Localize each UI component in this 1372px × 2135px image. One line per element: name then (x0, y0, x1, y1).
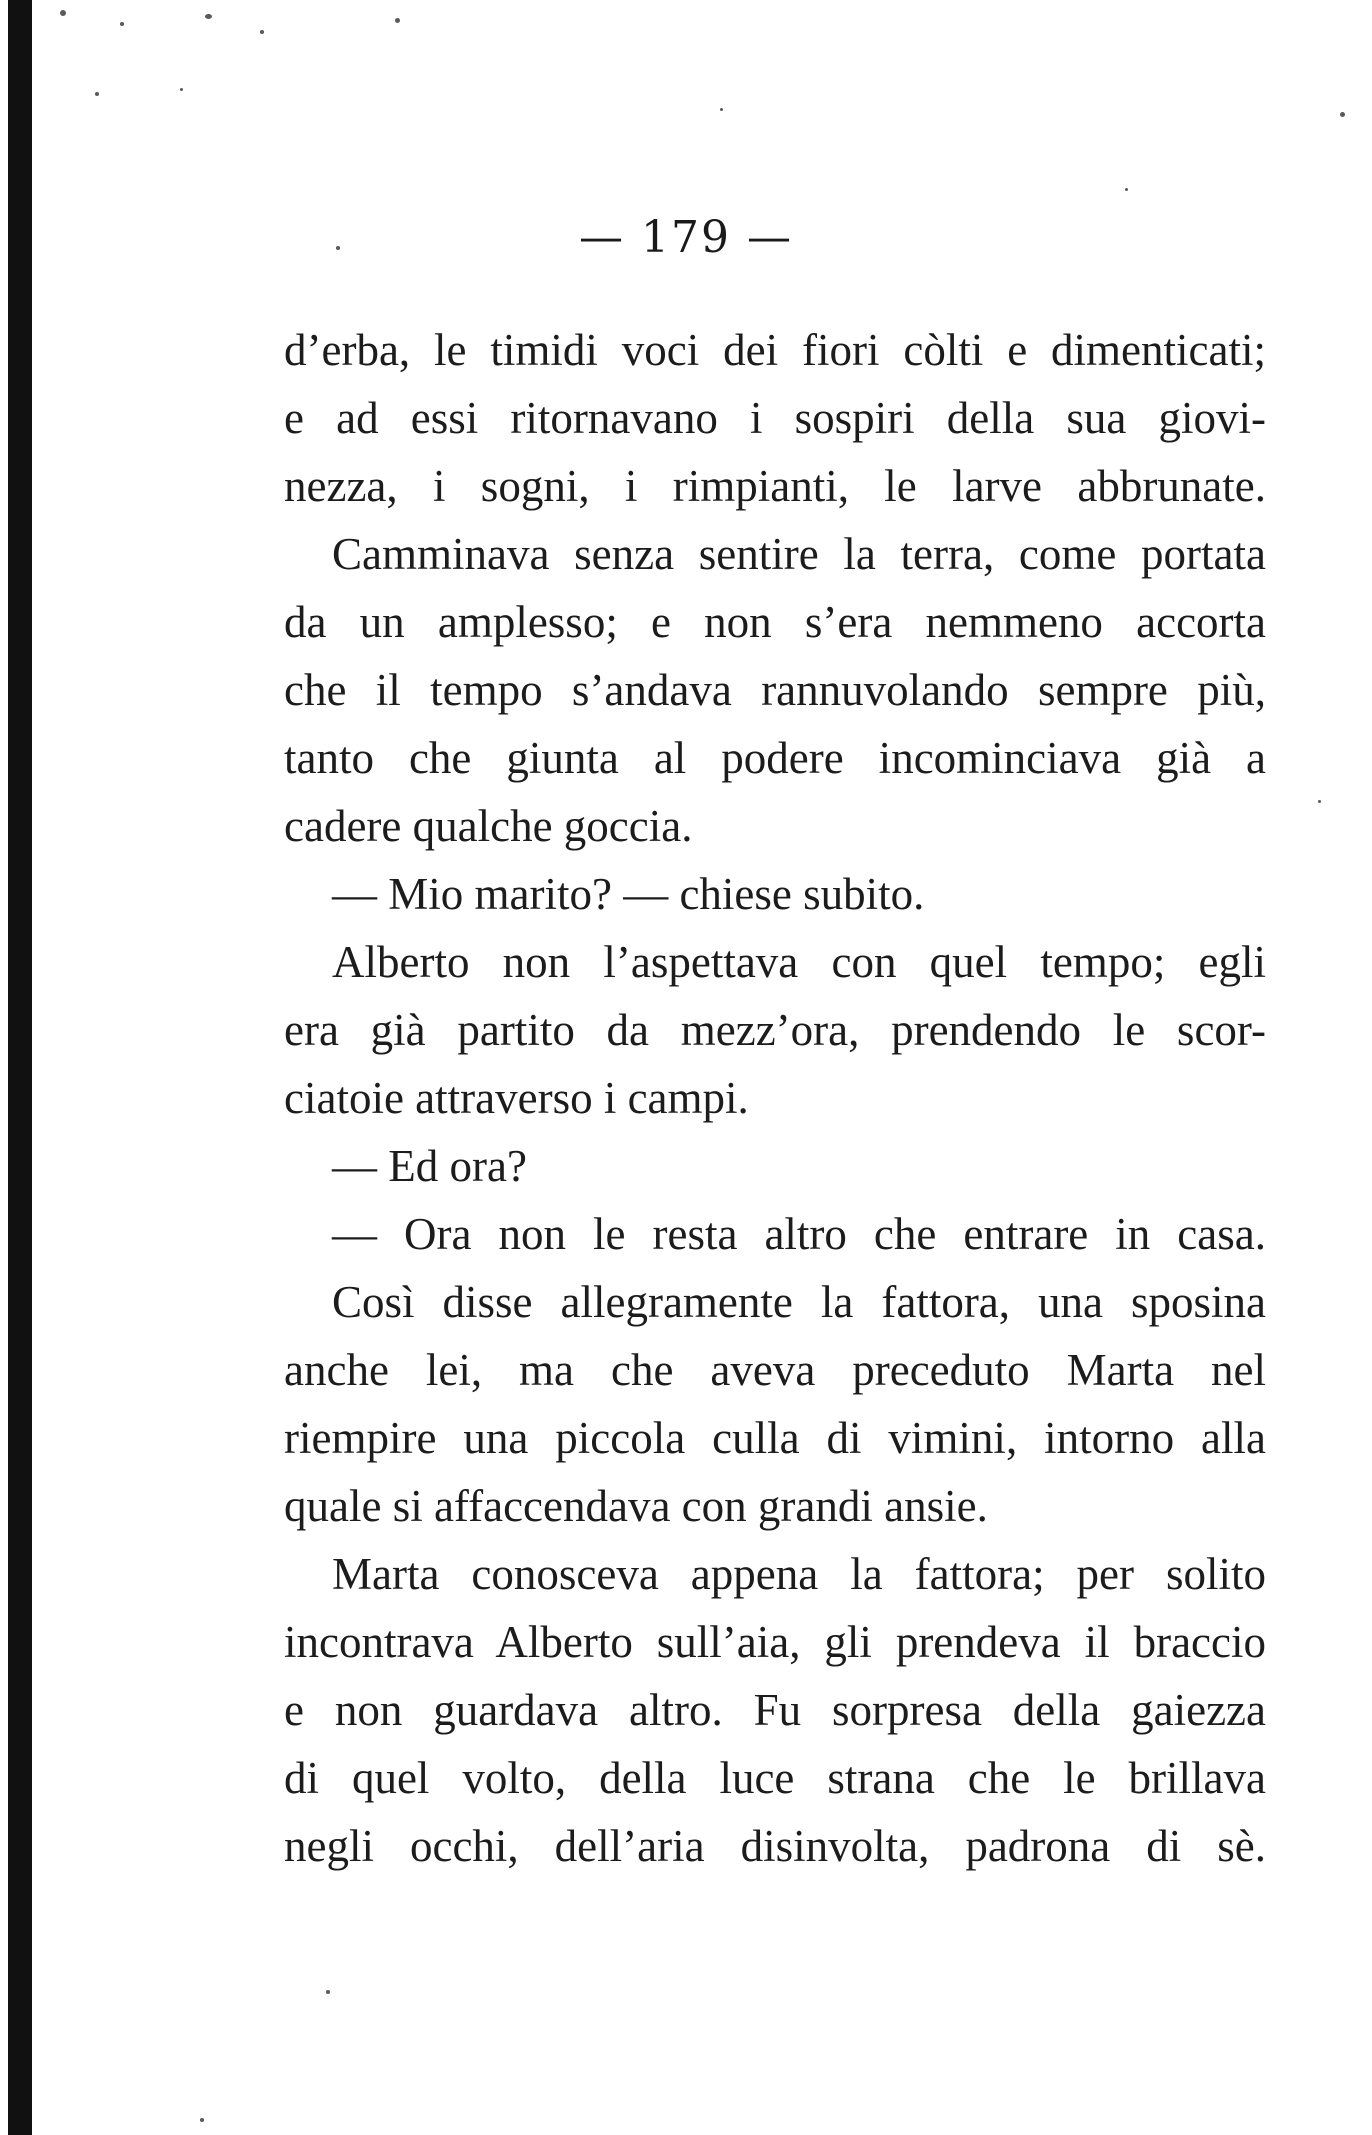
page-number: — 179 — (579, 212, 793, 263)
text-line: quale si affaccendava con grandi ansie. (284, 1481, 988, 1531)
text-line: d’erba, le timidi voci dei fiori còlti e dimenticati; (284, 325, 1266, 375)
text-line: — Ora non le resta altro che entrare in casa. (332, 1209, 1266, 1259)
text-line: anche lei, ma che aveva preceduto Marta nel (284, 1345, 1266, 1395)
text-line: di quel volto, della luce strana che le brillava (284, 1753, 1266, 1803)
text-line: — Ed ora? (332, 1141, 527, 1191)
scan-speck (260, 30, 264, 34)
text-line: nezza, i sogni, i rimpianti, le larve abbrunate. (284, 461, 1266, 511)
text-line: ciatoie attraverso i campi. (284, 1073, 749, 1123)
scan-speck (720, 108, 723, 111)
text-line: Marta conosceva appena la fattora; per solito (332, 1549, 1266, 1599)
text-line: e non guardava altro. Fu sorpresa della gaiezza (284, 1685, 1266, 1735)
text-line: che il tempo s’andava rannuvolando sempre più, (284, 665, 1266, 715)
scan-speck (395, 18, 400, 23)
text-line: cadere qualche goccia. (284, 801, 693, 851)
text-line: incontrava Alberto sull’aia, gli prendeva il braccio (284, 1617, 1266, 1667)
text-line: negli occhi, dell’aria disinvolta, padrona di sè. (284, 1821, 1266, 1871)
text-line: Alberto non l’aspettava con quel tempo; egli (332, 937, 1266, 987)
scan-speck (120, 22, 124, 26)
scan-speck (1340, 112, 1345, 117)
scan-speck (1125, 188, 1128, 191)
text-line: tanto che giunta al podere incominciava già a (284, 733, 1266, 783)
text-line: e ad essi ritornavano i sospiri della sua giovi- (284, 393, 1266, 443)
scan-speck (200, 2118, 204, 2122)
scan-speck (180, 88, 183, 91)
scan-speck (326, 1990, 330, 1994)
text-line: Così disse allegramente la fattora, una sposina (332, 1277, 1266, 1327)
text-line: era già partito da mezz’ora, prendendo le scor- (284, 1005, 1266, 1055)
scan-speck (205, 14, 212, 19)
body-text (284, 316, 1266, 1880)
text-line: riempire una piccola culla di vimini, intorno alla (284, 1413, 1266, 1463)
page-binding-edge (8, 0, 32, 2135)
text-line: — Mio marito? — chiese subito. (332, 869, 925, 919)
scan-speck (1318, 800, 1321, 803)
text-line: da un amplesso; e non s’era nemmeno accorta (284, 597, 1266, 647)
scan-speck (60, 10, 66, 16)
scan-speck (95, 92, 99, 96)
text-line: Camminava senza sentire la terra, come portata (332, 529, 1266, 579)
